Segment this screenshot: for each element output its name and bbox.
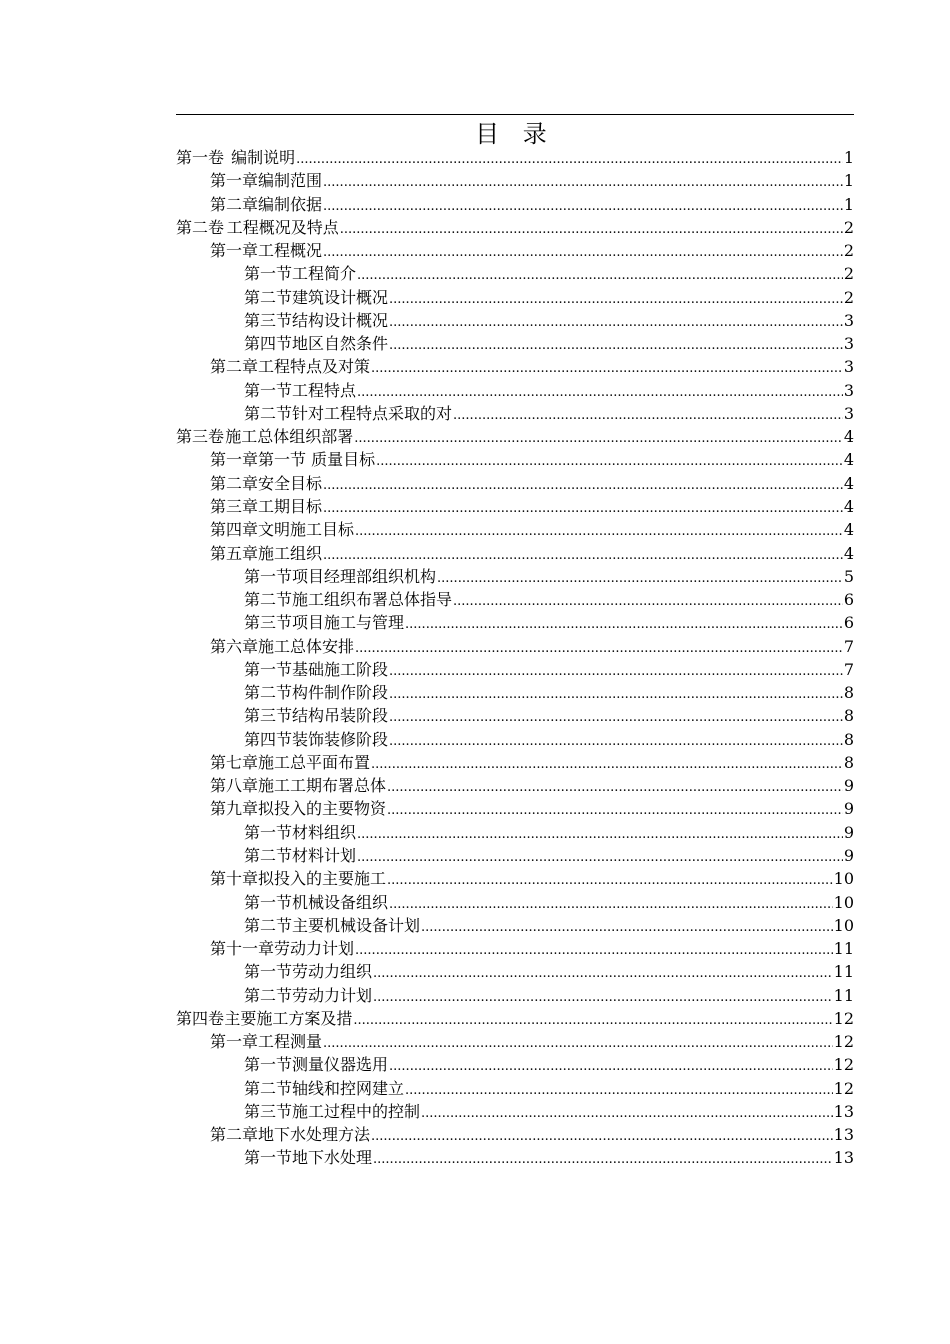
toc-entry[interactable] bbox=[176, 751, 854, 774]
toc-entry-number: 第二节 bbox=[244, 845, 293, 865]
dot-leader bbox=[373, 1148, 833, 1171]
toc-entry-page: 1 bbox=[843, 148, 854, 167]
toc-entry-number: 第一章 bbox=[210, 450, 259, 470]
toc-entry-title: 工期目标 bbox=[258, 496, 323, 516]
dot-leader bbox=[389, 1055, 833, 1078]
toc-entry-page: 2 bbox=[843, 217, 854, 237]
toc-entry-title: 安全目标 bbox=[258, 473, 323, 493]
toc-entry-page: 1 bbox=[843, 194, 854, 214]
dot-leader bbox=[437, 567, 843, 590]
toc-entry[interactable] bbox=[176, 518, 854, 541]
toc-entry[interactable] bbox=[176, 472, 854, 495]
toc-entry[interactable] bbox=[176, 891, 854, 914]
toc-entry-number: 第一节 bbox=[244, 659, 293, 679]
dot-leader bbox=[371, 1125, 833, 1148]
toc-entry[interactable] bbox=[176, 193, 854, 216]
toc-entry-page: 4 bbox=[843, 543, 854, 563]
toc-entry-page: 10 bbox=[833, 892, 854, 912]
toc-entry-title: 施工过程中的控制 bbox=[292, 1101, 421, 1121]
toc-entry-number: 第一章 bbox=[210, 171, 259, 191]
toc-entry[interactable] bbox=[176, 448, 854, 471]
toc-entry-page: 8 bbox=[843, 729, 854, 749]
toc-entry-page: 6 bbox=[843, 613, 854, 633]
dot-leader bbox=[296, 148, 843, 171]
toc-entry-page: 13 bbox=[833, 1101, 854, 1121]
dot-leader bbox=[340, 218, 843, 241]
dot-leader bbox=[389, 334, 843, 357]
toc-entry-title: 文明施工目标 bbox=[258, 520, 355, 540]
toc-entry-number: 第一节 bbox=[244, 892, 293, 912]
toc-entry[interactable] bbox=[176, 379, 854, 402]
toc-entry-number: 第五章 bbox=[210, 543, 259, 563]
toc-entry-title: 施工总体安排 bbox=[258, 636, 355, 656]
toc-entry-number: 第二节 bbox=[244, 683, 293, 703]
toc-entry-number: 第三节 bbox=[244, 706, 293, 726]
toc-entry-page: 5 bbox=[843, 566, 854, 586]
toc-entry[interactable] bbox=[176, 216, 854, 239]
toc-entry[interactable] bbox=[176, 588, 854, 611]
toc-entry-title: 劳动力计划 bbox=[292, 985, 373, 1005]
toc-entry-page: 7 bbox=[843, 636, 854, 656]
toc-entry-title: 施工组织布署总体指导 bbox=[292, 590, 453, 610]
toc-entry-title: 结构吊装阶段 bbox=[292, 706, 389, 726]
toc-entry-number: 第四卷 bbox=[176, 1008, 225, 1028]
dot-leader bbox=[357, 823, 843, 846]
toc-entry-title: 第一节 质量目标 bbox=[258, 450, 376, 470]
toc-entry-title: 编制范围 bbox=[258, 171, 323, 191]
dot-leader bbox=[453, 590, 843, 613]
toc-entry-page: 4 bbox=[843, 473, 854, 493]
dot-leader bbox=[373, 986, 833, 1009]
toc-entry-number: 第二章 bbox=[210, 194, 259, 214]
toc-entry-title: 装饰装修阶段 bbox=[292, 729, 389, 749]
toc-entry-title: 施工组织 bbox=[258, 543, 323, 563]
toc-entry-page: 12 bbox=[833, 1055, 854, 1075]
toc-entry-title: 轴线和控网建立 bbox=[292, 1078, 405, 1098]
toc-entry-page: 3 bbox=[843, 403, 854, 423]
toc-entry-title: 工程特点及对策 bbox=[258, 357, 371, 377]
toc-entry-title: 机械设备组织 bbox=[292, 892, 389, 912]
dot-leader bbox=[389, 288, 843, 311]
toc-entry-number: 第十一章 bbox=[210, 939, 275, 959]
toc-entry-page: 13 bbox=[833, 1125, 854, 1145]
toc-entry-title: 主要施工方案及措 bbox=[224, 1008, 353, 1028]
dot-leader bbox=[421, 1102, 833, 1125]
toc-entry-number: 第二节 bbox=[244, 1078, 293, 1098]
dot-leader bbox=[323, 195, 843, 218]
dot-leader bbox=[405, 613, 843, 636]
toc-entry-number: 第九章 bbox=[210, 799, 259, 819]
toc-entry-number: 第十章 bbox=[210, 869, 259, 889]
toc-entry-page: 4 bbox=[843, 520, 854, 540]
dot-leader bbox=[387, 869, 833, 892]
toc-entry[interactable] bbox=[176, 960, 854, 983]
toc-entry-number: 第一章 bbox=[210, 241, 259, 261]
toc-entry-title: 材料计划 bbox=[292, 845, 357, 865]
toc-entry[interactable] bbox=[176, 774, 854, 797]
dot-leader bbox=[323, 474, 843, 497]
toc-entry-number: 第四章 bbox=[210, 520, 259, 540]
toc-entry-title: 项目经理部组织机构 bbox=[292, 566, 437, 586]
toc-entry-page: 10 bbox=[833, 915, 854, 935]
toc-entry[interactable] bbox=[176, 355, 854, 378]
toc-entry-number: 第一节 bbox=[244, 822, 293, 842]
toc-entry-page: 2 bbox=[843, 264, 854, 284]
toc-title: 目 录 bbox=[475, 120, 555, 148]
toc-entry-title: 基础施工阶段 bbox=[292, 659, 389, 679]
toc-entry-number: 第一节 bbox=[244, 962, 293, 982]
dot-leader bbox=[421, 916, 833, 939]
dot-leader bbox=[371, 753, 843, 776]
toc-entry-page: 6 bbox=[843, 590, 854, 610]
toc-entry-page: 13 bbox=[833, 1148, 854, 1168]
toc-entry-number: 第一节 bbox=[244, 1055, 293, 1075]
toc-entry-number: 第二节 bbox=[244, 590, 293, 610]
toc-entry[interactable] bbox=[176, 542, 854, 565]
toc-entry-number: 第一节 bbox=[244, 264, 293, 284]
dot-leader bbox=[389, 660, 843, 683]
toc-entry[interactable] bbox=[176, 914, 854, 937]
toc-entry-title: 拟投入的主要物资 bbox=[258, 799, 387, 819]
toc-entry-title: 地下水处理 bbox=[292, 1148, 373, 1168]
toc-entry-title: 测量仪器选用 bbox=[292, 1055, 389, 1075]
toc-entry-page: 7 bbox=[843, 659, 854, 679]
toc-entry-number: 第二章 bbox=[210, 357, 259, 377]
toc-entry-page: 3 bbox=[843, 310, 854, 330]
toc-entry-number: 第二节 bbox=[244, 403, 293, 423]
dot-leader bbox=[376, 450, 843, 473]
toc-entry[interactable] bbox=[176, 681, 854, 704]
toc-entry[interactable] bbox=[176, 611, 854, 634]
toc-entry-title: 工程概况 bbox=[258, 241, 323, 261]
toc-entry[interactable] bbox=[176, 169, 854, 192]
dot-leader bbox=[389, 311, 843, 334]
toc-entry-page: 4 bbox=[843, 496, 854, 516]
toc-entry-title: 拟投入的主要施工 bbox=[258, 869, 387, 889]
toc-entry[interactable] bbox=[176, 286, 854, 309]
toc-entry[interactable] bbox=[176, 565, 854, 588]
toc-entry-title: 材料组织 bbox=[292, 822, 357, 842]
toc-entry-title: 劳动力计划 bbox=[274, 939, 355, 959]
toc-entry-page: 8 bbox=[843, 752, 854, 772]
toc-entry[interactable] bbox=[176, 704, 854, 727]
toc-entry[interactable] bbox=[176, 1053, 854, 1076]
toc-entry-title: 施工总平面布置 bbox=[258, 752, 371, 772]
dot-leader bbox=[323, 1032, 833, 1055]
toc-entry-title: 工程测量 bbox=[258, 1032, 323, 1052]
toc-entry-page: 3 bbox=[843, 380, 854, 400]
toc-entry-title: 地下水处理方法 bbox=[258, 1125, 371, 1145]
toc-entry[interactable] bbox=[176, 425, 854, 448]
toc-entry-number: 第一节 bbox=[244, 566, 293, 586]
toc-entry-page: 10 bbox=[833, 869, 854, 889]
toc-entry-number: 第二节 bbox=[244, 985, 293, 1005]
toc-entry-number: 第四节 bbox=[244, 334, 293, 354]
toc-entry[interactable] bbox=[176, 658, 854, 681]
toc-entry-number: 第二章 bbox=[210, 1125, 259, 1145]
table-of-contents bbox=[176, 146, 854, 1170]
toc-entry-page: 2 bbox=[843, 287, 854, 307]
dot-leader bbox=[357, 381, 843, 404]
toc-entry-page: 3 bbox=[843, 334, 854, 354]
toc-entry-page: 9 bbox=[843, 822, 854, 842]
toc-entry-page: 8 bbox=[843, 683, 854, 703]
toc-entry-number: 第七章 bbox=[210, 752, 259, 772]
toc-entry-title: 工程概况及特点 bbox=[226, 217, 339, 237]
dot-leader bbox=[355, 520, 843, 543]
toc-entry-number: 第三节 bbox=[244, 310, 293, 330]
toc-entry[interactable] bbox=[176, 1100, 854, 1123]
toc-entry-title: 编制依据 bbox=[258, 194, 323, 214]
dot-leader bbox=[389, 730, 843, 753]
toc-entry-title: 针对工程特点采取的对 bbox=[292, 403, 453, 423]
toc-entry[interactable] bbox=[176, 1030, 854, 1053]
toc-entry[interactable] bbox=[176, 728, 854, 751]
toc-entry-page: 8 bbox=[843, 706, 854, 726]
header-rule bbox=[176, 114, 854, 115]
toc-entry[interactable] bbox=[176, 797, 854, 820]
toc-entry[interactable] bbox=[176, 821, 854, 844]
toc-entry-page: 4 bbox=[843, 450, 854, 470]
toc-entry[interactable] bbox=[176, 844, 854, 867]
toc-entry-title: 工程简介 bbox=[292, 264, 357, 284]
toc-entry-page: 4 bbox=[843, 427, 854, 447]
toc-entry[interactable] bbox=[176, 402, 854, 425]
toc-entry-page: 1 bbox=[843, 171, 854, 191]
dot-leader bbox=[389, 706, 843, 729]
toc-entry-title: 主要机械设备计划 bbox=[292, 915, 421, 935]
toc-entry-page: 12 bbox=[833, 1078, 854, 1098]
toc-entry[interactable] bbox=[176, 309, 854, 332]
toc-entry[interactable] bbox=[176, 1146, 854, 1169]
dot-leader bbox=[371, 357, 843, 380]
toc-entry[interactable] bbox=[176, 867, 854, 890]
toc-entry-title: 编制说明 bbox=[231, 148, 296, 167]
dot-leader bbox=[355, 939, 833, 962]
dot-leader bbox=[373, 962, 833, 985]
dot-leader bbox=[323, 544, 843, 567]
toc-entry[interactable] bbox=[176, 146, 854, 169]
toc-entry-page: 9 bbox=[843, 845, 854, 865]
toc-entry-page: 9 bbox=[843, 776, 854, 796]
toc-entry-number: 第二节 bbox=[244, 287, 293, 307]
toc-entry-page: 11 bbox=[833, 985, 854, 1005]
toc-entry[interactable] bbox=[176, 262, 854, 285]
toc-entry-title: 建筑设计概况 bbox=[292, 287, 389, 307]
dot-leader bbox=[357, 846, 843, 869]
toc-entry[interactable] bbox=[176, 937, 854, 960]
toc-entry-number: 第一节 bbox=[244, 1148, 293, 1168]
toc-entry-number: 第一卷 bbox=[176, 148, 225, 167]
toc-entry[interactable] bbox=[176, 239, 854, 262]
dot-leader bbox=[389, 683, 843, 706]
toc-entry-number: 第一章 bbox=[210, 1032, 259, 1052]
toc-entry-page: 3 bbox=[843, 357, 854, 377]
toc-entry-number: 第二章 bbox=[210, 473, 259, 493]
dot-leader bbox=[323, 497, 843, 520]
toc-entry-number: 第二节 bbox=[244, 915, 293, 935]
toc-entry[interactable] bbox=[176, 1123, 854, 1146]
dot-leader bbox=[387, 776, 843, 799]
toc-entry-title: 构件制作阶段 bbox=[292, 683, 389, 703]
toc-entry-number: 第一节 bbox=[244, 380, 293, 400]
toc-entry[interactable] bbox=[176, 984, 854, 1007]
dot-leader bbox=[355, 637, 843, 660]
toc-entry-page: 12 bbox=[833, 1032, 854, 1052]
toc-entry-number: 第八章 bbox=[210, 776, 259, 796]
toc-entry-title: 施工工期布署总体 bbox=[258, 776, 387, 796]
toc-entry-number: 第四节 bbox=[244, 729, 293, 749]
toc-entry-title: 施工总体组织部署 bbox=[225, 427, 354, 447]
dot-leader bbox=[405, 1079, 833, 1102]
toc-entry-page: 12 bbox=[833, 1008, 854, 1028]
toc-entry[interactable] bbox=[176, 1077, 854, 1100]
toc-entry[interactable] bbox=[176, 332, 854, 355]
toc-entry-number: 第三章 bbox=[210, 496, 259, 516]
toc-entry-number: 第二卷 bbox=[176, 217, 225, 237]
toc-entry-title: 工程特点 bbox=[292, 380, 357, 400]
toc-entry-page: 11 bbox=[833, 939, 854, 959]
toc-entry[interactable] bbox=[176, 1007, 854, 1030]
toc-entry-number: 第三节 bbox=[244, 1101, 293, 1121]
toc-entry-number: 第六章 bbox=[210, 636, 259, 656]
dot-leader bbox=[357, 264, 843, 287]
toc-entry[interactable] bbox=[176, 495, 854, 518]
toc-entry-title: 地区自然条件 bbox=[292, 334, 389, 354]
dot-leader bbox=[323, 241, 843, 264]
dot-leader bbox=[389, 893, 833, 916]
toc-entry-title: 劳动力组织 bbox=[292, 962, 373, 982]
toc-entry-page: 2 bbox=[843, 241, 854, 261]
dot-leader bbox=[354, 427, 843, 450]
dot-leader bbox=[453, 404, 843, 427]
dot-leader bbox=[387, 799, 843, 822]
dot-leader bbox=[353, 1009, 832, 1032]
toc-entry-number: 第三节 bbox=[244, 613, 293, 633]
toc-entry-page: 9 bbox=[843, 799, 854, 819]
toc-entry-page: 11 bbox=[833, 962, 854, 982]
toc-entry-number: 第三卷 bbox=[176, 427, 225, 447]
toc-entry-title: 结构设计概况 bbox=[292, 310, 389, 330]
toc-entry[interactable] bbox=[176, 635, 854, 658]
toc-entry-title: 项目施工与管理 bbox=[292, 613, 405, 633]
dot-leader bbox=[323, 171, 843, 194]
